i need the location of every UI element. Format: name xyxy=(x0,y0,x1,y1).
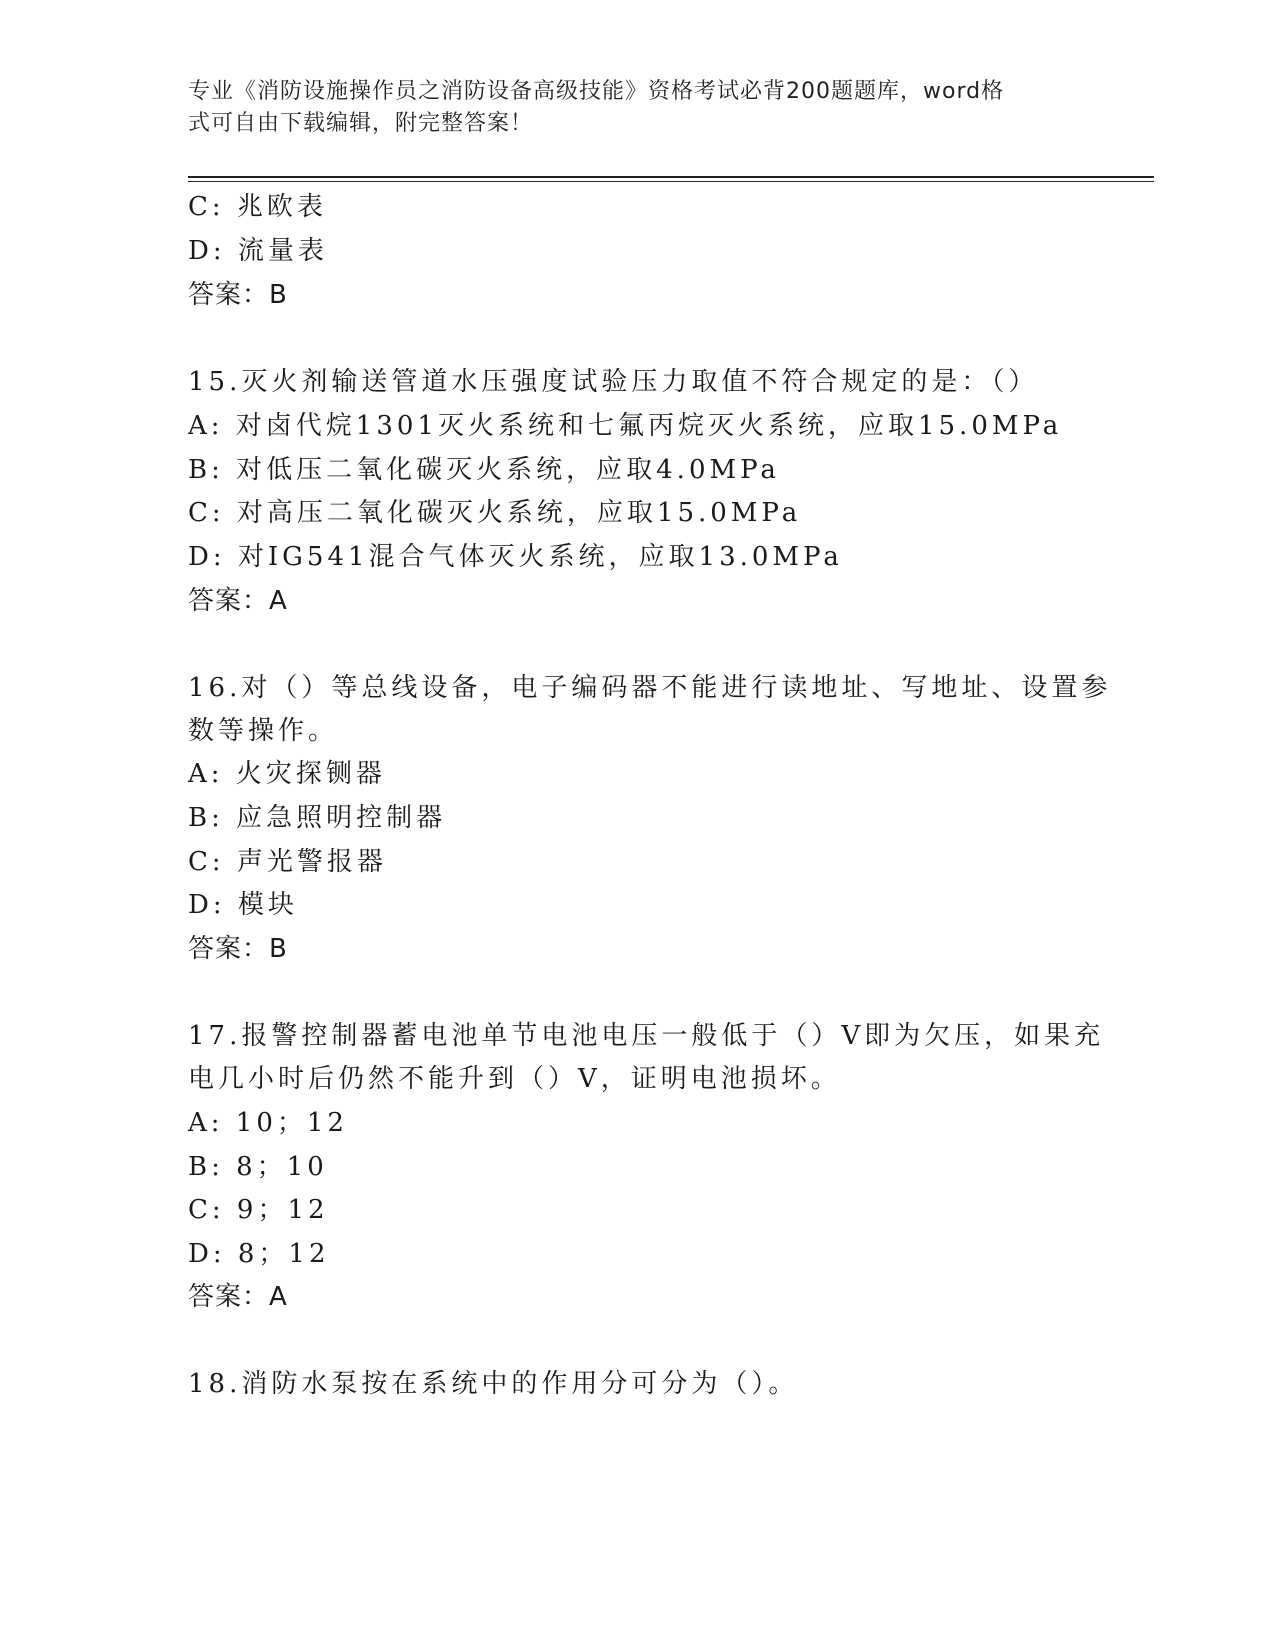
option-line: D: 模块 xyxy=(188,890,298,920)
question-stem: 17.报警控制器蓄电池单节电池电压一般低于（）V即为欠压，如果充 xyxy=(188,1021,1105,1051)
header-divider-thick xyxy=(188,176,1154,178)
header-line-1: 专业《消防设施操作员之消防设备高级技能》资格考试必背200题题库，word格 xyxy=(188,79,1005,104)
option-line: A: 10；12 xyxy=(188,1108,348,1138)
answer-line: 答案：B xyxy=(188,934,288,964)
answer-line: 答案：A xyxy=(188,586,288,616)
question-stem: 数等操作。 xyxy=(188,716,339,746)
option-line: D: 对IG541混合气体灭火系统，应取13.0MPa xyxy=(188,542,843,572)
question-stem: 15.灭火剂输送管道水压强度试验压力取值不符合规定的是：（） xyxy=(188,367,1039,397)
option-line: A: 火灾探铡器 xyxy=(188,759,386,789)
option-line: B: 对低压二氧化碳灭火系统，应取4.0MPa xyxy=(188,455,780,485)
option-line: B: 应急照明控制器 xyxy=(188,803,447,833)
option-line: B: 8；10 xyxy=(188,1152,328,1182)
answer-line: 答案：A xyxy=(188,1282,288,1312)
answer-line: 答案：B xyxy=(188,280,288,310)
option-line: D: 流量表 xyxy=(188,236,328,266)
option-line: C: 兆欧表 xyxy=(188,192,327,222)
question-stem: 电几小时后仍然不能升到（）V，证明电池损坏。 xyxy=(188,1064,841,1094)
question-stem: 18.消防水泵按在系统中的作用分可分为（）。 xyxy=(188,1369,799,1399)
header-line-2: 式可自由下载编辑，附完整答案！ xyxy=(188,111,534,136)
header-divider-thin xyxy=(188,181,1154,182)
option-line: C: 声光警报器 xyxy=(188,847,387,877)
option-line: A: 对卤代烷1301灭火系统和七氟丙烷灭火系统，应取15.0MPa xyxy=(188,411,1063,441)
question-stem: 16.对（）等总线设备，电子编码器不能进行读地址、写地址、设置参 xyxy=(188,673,1112,703)
option-line: C: 9；12 xyxy=(188,1195,329,1225)
option-line: C: 对高压二氧化碳灭火系统，应取15.0MPa xyxy=(188,498,802,528)
option-line: D: 8；12 xyxy=(188,1239,330,1269)
page-header xyxy=(188,76,1088,140)
